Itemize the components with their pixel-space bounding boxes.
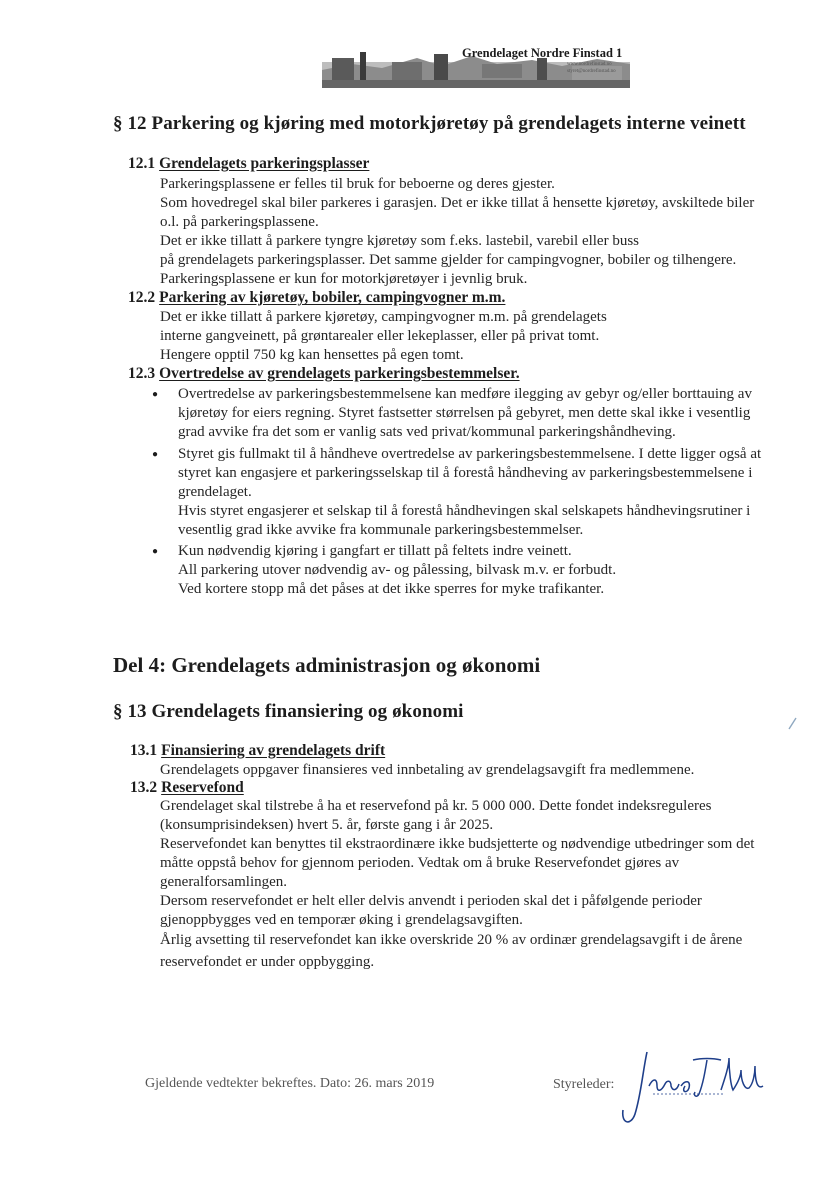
website-text: www.nordrefinstad.no — [567, 62, 612, 67]
subsection-12-3-heading — [128, 365, 520, 383]
paragraph-line: Som hovedregel skal biler parkeres i garasjen. Det er ikke tillat å hensette kjøretøy, avskiltede biler — [160, 195, 755, 211]
subsection-title: Reservefond — [161, 779, 244, 796]
paragraph-line: Parkeringsplassene er felles til bruk for beboerne og deres gjester. — [160, 176, 555, 192]
subsection-12-2-heading — [128, 289, 505, 307]
subsection-13-2-heading — [130, 779, 244, 797]
paragraph-line: Grendelaget skal tilstrebe å ha et reservefond på kr. 5 000 000. Dette fondet indeksreguleres — [160, 798, 712, 814]
paragraph-line: måtte oppstå behov for gjennom perioden. Vedtak om å bruke Reservefondet gjøres av — [160, 855, 680, 871]
paragraph-line: (konsumprisindeksen) hvert 5. år, første gang i år 2025. — [160, 817, 494, 833]
bullet-line: grendelaget. — [178, 484, 252, 500]
bullet-icon: ● — [152, 546, 159, 557]
section-13-heading: § 13 Grendelagets finansiering og økonomi — [113, 701, 464, 722]
paragraph-line: reservefondet er under oppbygging. — [160, 954, 375, 970]
bullet-line: Kun nødvendig kjøring i gangfart er tillatt på feltets indre veinett. — [178, 543, 572, 559]
bullet-icon: ● — [152, 389, 159, 400]
bullet-line: Styret gis fullmakt til å håndheve overtredelse av parkeringsbestemmelsene. I dette ligger også at — [178, 446, 762, 462]
paragraph-line: Grendelagets oppgaver finansieres ved innbetaling av grendelagsavgift fra medlemmene. — [160, 762, 695, 778]
subsection-number: 12.1 — [128, 155, 156, 172]
paragraph-line: Parkeringsplassene er kun for motorkjøretøyer i jevnlig bruk. — [160, 271, 528, 287]
bullet-line: kjøretøy for eiers regning. Styret fastsetter størrelsen på gebyret, men dette skal ikke i vesentlig — [178, 405, 751, 421]
subsection-title: Parkering av kjøretøy, bobiler, campingvogner m.m. — [159, 289, 506, 306]
confirmation-text: Gjeldende vedtekter bekreftes. Dato: 26. mars 2019 — [145, 1076, 435, 1091]
paragraph-line: Årlig avsetting til reservefondet kan ikke overskride 20 % av ordinær grendelagsavgift i de årene — [160, 932, 743, 948]
bullet-line: grad avvike fra det som er vanlig sats ved privat/kommunal parkeringshåndheving. — [178, 424, 676, 440]
paragraph-line: interne gangveinett, på grøntarealer eller lekeplasser, eller på privat tomt. — [160, 328, 600, 344]
section-12-heading: § 12 Parkering og kjøring med motorkjøretøy på grendelagets interne veinett — [113, 113, 746, 134]
bullet-line: vesentlig grad ikke avvike fra kommunale parkeringsbestemmelser. — [178, 522, 584, 538]
email-text: styret@nordrefinstad.no — [567, 69, 616, 74]
bullet-line: styret kan engasjere et parkeringsselskap til å forestå håndheving av parkeringsbestemmelsene i — [178, 465, 753, 481]
subsection-number: 13.1 — [130, 742, 158, 759]
bullet-line: Ved kortere stopp må det påses at det ikke sperres for myke trafikanter. — [178, 581, 605, 597]
subsection-title: Grendelagets parkeringsplasser — [159, 155, 370, 172]
subsection-title: Overtredelse av grendelagets parkeringsbestemmelser. — [159, 365, 520, 382]
paragraph-line: Hengere opptil 750 kg kan hensettes på egen tomt. — [160, 347, 464, 363]
subsection-number: 12.2 — [128, 289, 156, 306]
paragraph-line: Dersom reservefondet er helt eller delvis anvendt i perioden skal det i påfølgende perioder — [160, 893, 702, 909]
subsection-title: Finansiering av grendelagets drift — [161, 742, 386, 759]
pen-mark — [788, 716, 798, 730]
organization-name: Grendelaget Nordre Finstad 1 — [462, 46, 623, 60]
bullet-line: All parkering utover nødvendig av- og pålessing, bilvask m.v. er forbudt. — [178, 562, 617, 578]
signature-image — [613, 1040, 773, 1130]
subsection-12-1-heading — [128, 155, 369, 173]
part-4-heading: Del 4: Grendelagets administrasjon og økonomi — [113, 653, 541, 677]
paragraph-line: o.l. på parkeringsplassene. — [160, 214, 319, 230]
subsection-number: 13.2 — [130, 779, 158, 796]
subsection-13-1-heading — [130, 742, 385, 760]
paragraph-line: Reservefondet kan benyttes til ekstraordinære ikke budsjetterte og nødvendige utbedringer som det — [160, 836, 755, 852]
paragraph-line: Det er ikke tillatt å parkere tyngre kjøretøy som f.eks. lastebil, varebil eller buss — [160, 233, 640, 249]
paragraph-line: på grendelagets parkeringsplasser. Det samme gjelder for campingvogner, bobiler og tilhengere. — [160, 252, 737, 268]
paragraph-line: gjenoppbygges ved en temporær øking i grendelagsavgiften. — [160, 912, 523, 928]
bullet-line: Overtredelse av parkeringsbestemmelsene kan medføre ilegging av gebyr og/eller borttauing av — [178, 386, 752, 402]
paragraph-line: generalforsamlingen. — [160, 874, 288, 890]
paragraph-line: Det er ikke tillatt å parkere kjøretøy, campingvogner m.m. på grendelagets — [160, 309, 607, 325]
bullet-icon: ● — [152, 449, 159, 460]
signer-label: Styreleder: — [553, 1077, 615, 1092]
bullet-line: Hvis styret engasjerer et selskap til å forestå håndhevingen skal selskapets håndhevingsrutiner i — [178, 503, 751, 519]
letterhead — [322, 44, 630, 88]
subsection-number: 12.3 — [128, 365, 156, 382]
